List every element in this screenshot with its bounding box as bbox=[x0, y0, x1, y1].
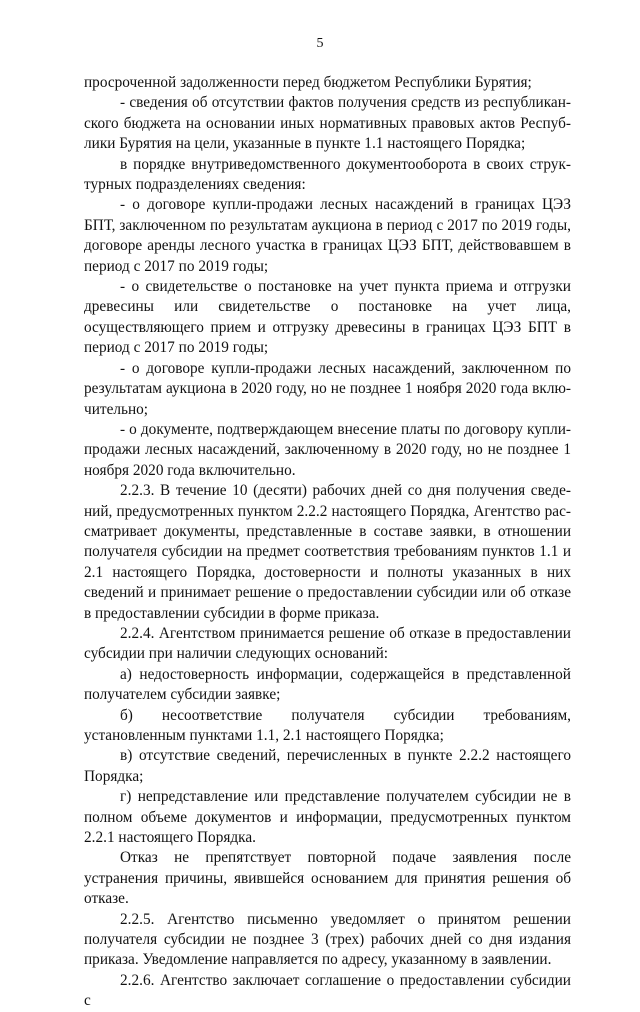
paragraph-no-other-funding: - сведения об отсутствии фактов получения средств из республиканского бюджета на основании иных нормативных правовых актов Республики Бурятия на цели, указанные в пункте 1.1 настоящего Порядка; bbox=[84, 94, 571, 153]
paragraph-2-2-4: 2.2.4. Агентством принимается решение об отказе в предоставлении субсидии при наличии следующих оснований: bbox=[84, 624, 571, 663]
paragraph-ground-d: г) непредставление или представление получателем субсидии не в полном объеме документов и информации, предусмотренных пунктом 2.2.1 настоящего Порядка. bbox=[84, 788, 571, 847]
paragraph-payment-document: - о документе, подтверждающем внесение платы по договору купли-продажи лесных насаждений, заключенному в 2020 году, но не позднее 1 ноября 2020 года включительно. bbox=[84, 420, 571, 479]
paragraph-2-2-5: 2.2.5. Агентство письменно уведомляет о принятом решении получателя субсидии не позднее 3 (трех) рабочих дней со дня издания приказа. Уведомление направляется по адресу, указанному в заявлении. bbox=[84, 910, 571, 969]
paragraph-internal-workflow: в порядке внутриведомственного документооборота в своих структурных подразделениях сведения: bbox=[84, 155, 571, 194]
paragraph-ground-b: б) несоответствие получателя субсидии требованиям, установленным пунктами 1.1, 2.1 настоящего Порядка; bbox=[84, 706, 571, 744]
page-number: 5 bbox=[316, 36, 324, 51]
document-body bbox=[84, 73, 571, 1012]
paragraph-auction-2020-contract: - о договоре купли-продажи лесных насаждений, заключенном по результатам аукциона в 2020 году, но не позднее 1 ноября 2020 года включительно; bbox=[84, 359, 571, 418]
paragraph-registration-certificate: - о свидетельстве о постановке на учет пункта приема и отгрузки древесины или свидетельстве о постановке на учет лица, осуществляющего прием и отгрузку древесины в границах ЦЭЗ БПТ в период с 2017 по 2019 годы; bbox=[84, 278, 571, 357]
paragraph-debt-continuation: просроченной задолженности перед бюджетом Республики Бурятия; bbox=[84, 74, 532, 91]
paragraph-forest-sale-contract: - о договоре купли-продажи лесных насаждений в границах ЦЭЗ БПТ, заключенном по результатам аукциона в период с 2017 по 2019 годы, договоре аренды лесного участка в границах ЦЭЗ БПТ, действовавшем в период с 2017 по 2019 годы; bbox=[84, 196, 571, 275]
paragraph-ground-c: в) отсутствие сведений, перечисленных в пункте 2.2.2 настоящего Порядка; bbox=[84, 747, 571, 785]
paragraph-2-2-6: 2.2.6. Агентство заключает соглашение о предоставлении субсидии с bbox=[84, 971, 571, 1010]
paragraph-2-2-3: 2.2.3. В течение 10 (десяти) рабочих дней со дня получения сведений, предусмотренных пунктом 2.2.2 настоящего Порядка, Агентство рассматривает документы, представленные в составе заявки, в отношении получателя субсидии на предмет соответствия требованиям пунктов 1.1 и 2.1 настоящего Порядка, достоверности и полноты указанных в них сведений и принимает решение о предоставлении субсидии или об отказе в предоставлении субсидии в форме приказа. bbox=[84, 482, 571, 622]
paragraph-refusal-note: Отказ не препятствует повторной подаче заявления после устранения причины, явившейся основанием для принятия решения об отказе. bbox=[84, 849, 571, 908]
paragraph-ground-a: а) недостоверность информации, содержащейся в представленной получателем субсидии заявке; bbox=[84, 665, 571, 704]
